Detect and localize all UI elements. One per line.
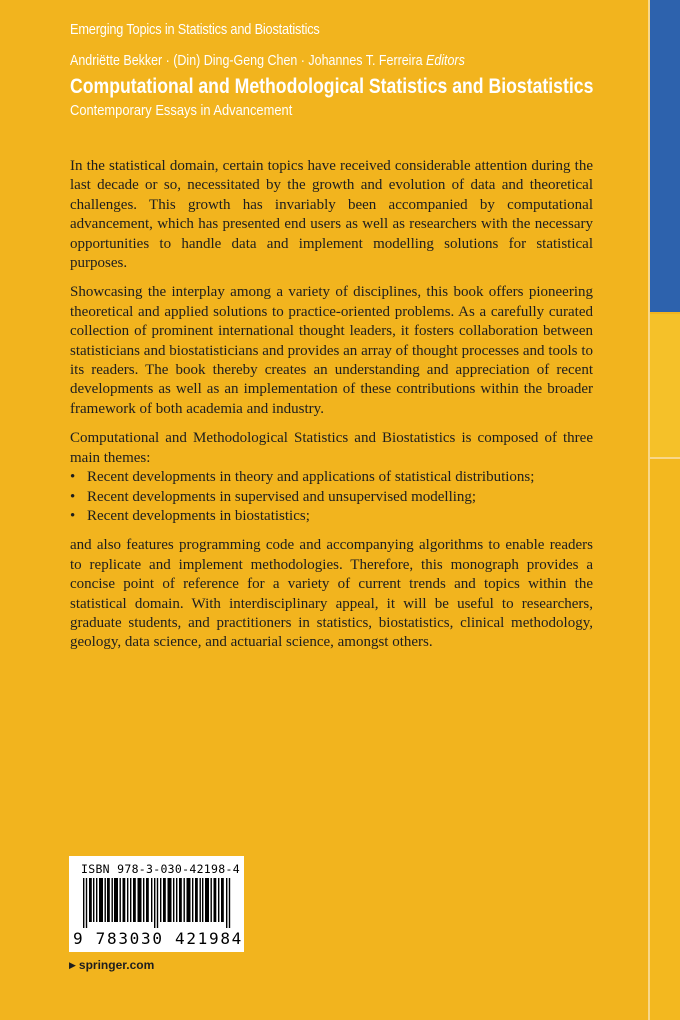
bullet-icon: •: [70, 507, 76, 524]
editors-line: [70, 53, 465, 69]
blurb: [70, 157, 593, 663]
publisher-url: springer.com: [78, 958, 155, 972]
blurb-paragraph-4: and also features programming code and accompanying algorithms to enable readers to replicate and implement methodologies. Therefore, this monograph provides a concise point of reference for a variety of current trends and topics within the statistical domain. With interdisciplinary appeal, it will be useful to researchers, graduate students, and practitioners in statistics, biostatistics, clinical methodology, geology, data science, and actuarial science, amongst others.: [70, 537, 593, 651]
editor-names: Andriëtte Bekker · (Din) Ding-Geng Chen · Johannes T. Ferreira: [70, 53, 423, 69]
editors-role: Editors: [426, 53, 465, 69]
book-subtitle: Contemporary Essays in Advancement: [70, 102, 293, 119]
publisher-link[interactable]: [69, 958, 154, 972]
list-item: • Recent developments in theory and applications of statistical distributions;: [70, 468, 593, 487]
blurb-paragraph-1: In the statistical domain, certain topics have received considerable attention during the last decade or so, necessitated by the growth and evolution of data and theoretical challenges. This growth has invariably been accompanied by computational advancement, which has presented end users as well as researchers with the necessary opportunities to handle data and implement modelling solutions for statistical purposes.: [70, 158, 593, 272]
blurb-paragraph-2: Showcasing the interplay among a variety of disciplines, this book offers pioneering theoretical and applied solutions to practice-oriented problems. As a carefully curated collection of prominent international thought leaders, it fosters collaboration between statisticians and biostatisticians and provides an array of thought processes and tools to its readers. The book thereby creates an understanding and appreciation of recent developments as well as an implementation of these contributions within the broader framework of both academia and industry.: [70, 284, 593, 417]
list-item: • Recent developments in biostatistics;: [70, 507, 593, 526]
triangle-right-icon: ▶: [69, 960, 76, 970]
isbn-barcode: [69, 856, 244, 952]
barcode-icon: [83, 878, 231, 928]
themes-list: [70, 468, 593, 526]
side-blue-band: [650, 0, 680, 312]
list-item: • Recent developments in supervised and unsupervised modelling;: [70, 488, 593, 507]
bullet-icon: •: [70, 469, 76, 486]
bullet-icon: •: [70, 488, 76, 505]
blurb-paragraph-3: Computational and Methodological Statistics and Biostatistics is composed of three main themes:: [70, 430, 593, 466]
isbn-label: ISBN 978-3-030-42198-4: [81, 862, 240, 876]
series-title: Emerging Topics in Statistics and Biostatistics: [70, 22, 320, 38]
barcode-number: 9 783030 421984: [73, 929, 243, 948]
side-yellow-band-lower: [650, 459, 680, 1020]
book-title: Computational and Methodological Statistics and Biostatistics: [70, 75, 594, 98]
side-yellow-band: [650, 314, 680, 457]
